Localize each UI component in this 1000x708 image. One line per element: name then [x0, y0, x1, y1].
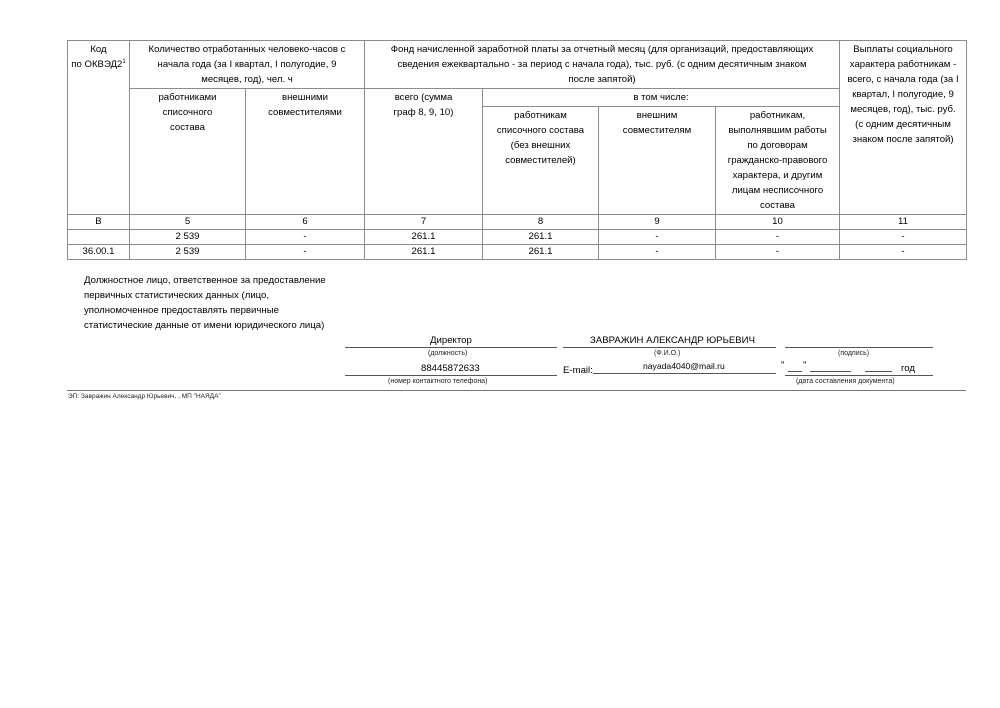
position-caption: (должность) — [428, 350, 468, 357]
header-fund-contract: работникам, выполнявшим работы по договорам гражданско-правового характера, и другим лицам несписочного состава — [716, 107, 840, 215]
col-number: 11 — [840, 215, 967, 230]
phone-line — [345, 375, 557, 376]
table-cell: - — [840, 230, 967, 245]
header-fund-external: внешним совместителям — [599, 107, 716, 215]
table-cell — [68, 230, 130, 245]
name-value: ЗАВРАЖИН АЛЕКСАНДР ЮРЬЕВИЧ — [590, 335, 755, 346]
name-caption: (Ф.И.О.) — [654, 350, 681, 357]
table-cell: - — [599, 245, 716, 260]
header-fund-total: всего (сумма граф 8, 9, 10) — [365, 89, 483, 215]
signature-caption: (подпись) — [838, 350, 870, 357]
header-hours-external: внешними совместителями — [246, 89, 365, 215]
year-label: год — [901, 363, 916, 374]
col-number: 10 — [716, 215, 840, 230]
header-social-payments: Выплаты социального характера работникам - всего, с начала года (за I квартал, I полугодие, 9 месяцев, год), тыс. руб. (с одним десятичным знаком после запятой) — [840, 41, 967, 215]
header-row-2 — [68, 89, 967, 107]
col-number: 6 — [246, 215, 365, 230]
date-line — [785, 375, 933, 376]
responsible-person-text: Должностное лицо, ответственное за предоставление первичных статистических данных (лицо, уполномоченное предоставлять первичные статистические данные от имени юридического лица) — [84, 275, 326, 331]
position-line — [345, 347, 557, 348]
phone-caption: (номер контактного телефона) — [388, 378, 488, 385]
table-cell: - — [599, 230, 716, 245]
table-cell: 36.00.1 — [68, 245, 130, 260]
table-cell: 261.1 — [483, 230, 599, 245]
email-line — [593, 373, 776, 374]
table-cell: - — [246, 230, 365, 245]
wage-fund-table — [67, 40, 967, 260]
date-day-line — [788, 371, 802, 372]
header-okved-code: Код по $ОКВЭД2^1$ — [68, 41, 130, 215]
phone-value: 88445872633 — [421, 363, 480, 374]
electronic-signature-note: ЭП: Завражин Александр Юрьевич, , МП "НАЯДА" — [68, 393, 221, 400]
column-number-row — [68, 215, 967, 230]
table-cell: 261.1 — [365, 245, 483, 260]
table-cell: - — [716, 245, 840, 260]
table-cell: 261.1 — [483, 245, 599, 260]
table-cell: 2 539 — [130, 230, 246, 245]
header-hours-list-staff: работниками списочного состава — [130, 89, 246, 215]
col-number: 8 — [483, 215, 599, 230]
header-row-1 — [68, 41, 967, 89]
col-number: 5 — [130, 215, 246, 230]
table-cell: - — [246, 245, 365, 260]
date-quote-close: " — [803, 360, 807, 371]
col-number: 9 — [599, 215, 716, 230]
signature-line — [785, 347, 933, 348]
table-cell: 261.1 — [365, 230, 483, 245]
date-caption: (дата составления документа) — [796, 378, 895, 385]
table-cell: - — [716, 230, 840, 245]
table-cell: - — [840, 245, 967, 260]
email-value: nayada4040@mail.ru — [643, 361, 725, 371]
header-fund-list-staff: работникам списочного состава (без внешних совместителей) — [483, 107, 599, 215]
col-number: 7 — [365, 215, 483, 230]
date-month-line — [810, 371, 851, 372]
date-quote-open: " — [781, 360, 785, 371]
header-hours-worked: Количество отработанных человеко-часов с начала года (за I квартал, I полугодие, 9 месяцев, год), чел. ч — [130, 41, 365, 89]
table-row — [68, 245, 967, 260]
footer-divider — [67, 390, 966, 391]
table-cell: 2 539 — [130, 245, 246, 260]
col-number: В — [68, 215, 130, 230]
email-label: E-mail: — [563, 365, 593, 376]
table-row — [68, 230, 967, 245]
name-line — [563, 347, 776, 348]
position-value: Директор — [430, 335, 472, 346]
header-wage-fund: Фонд начисленной заработной платы за отчетный месяц (для организаций, предоставляющих сведения ежеквартально - за период с начала года), тыс. руб. (с одним десятичным знаком после запятой) — [365, 41, 840, 89]
date-year-line — [865, 371, 892, 372]
header-including: в том числе: — [483, 89, 840, 107]
